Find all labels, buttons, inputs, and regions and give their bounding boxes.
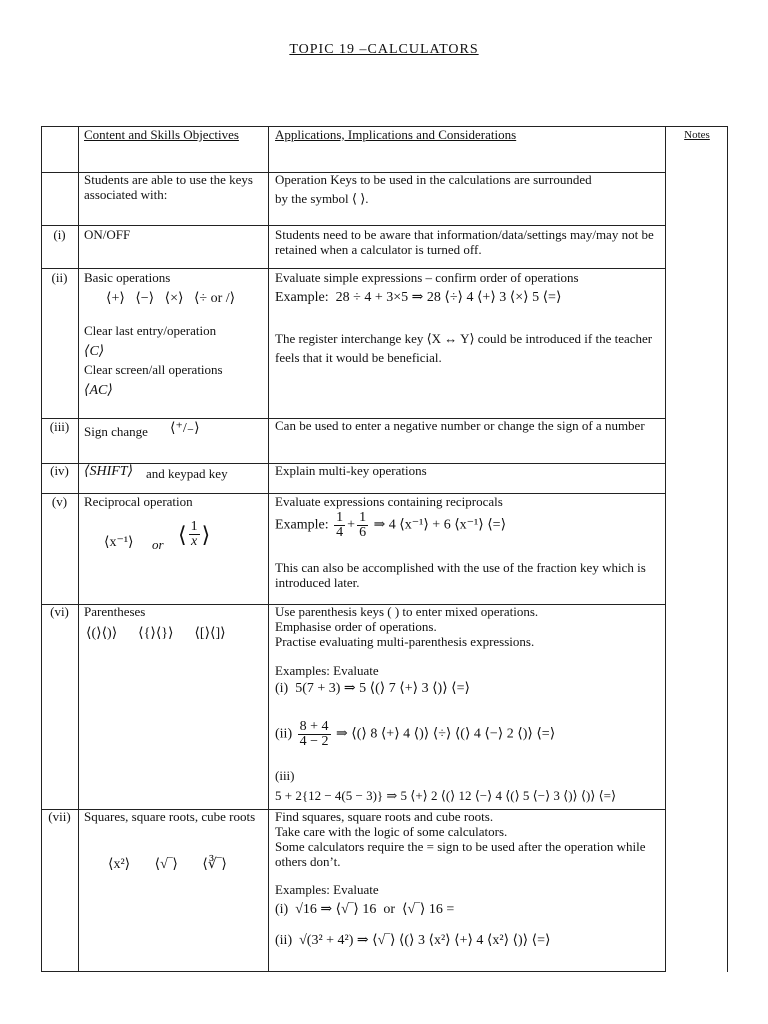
row-vii-app-line2: Take care with the logic of some calculators. (275, 824, 508, 839)
row-iii-content: Sign change (84, 424, 148, 439)
row-vii-example-2: (ii) √(3² + 4²) ⇒ ⟨√‾⟩ ⟨(⟩ 3 ⟨x²⟩ ⟨+⟩ 4 ⟨x²⟩ ⟨)⟩ ⟨=⟩ (275, 933, 551, 948)
row-vi-app-line4: Examples: Evaluate (275, 663, 379, 678)
row-number: (iv) (50, 463, 69, 478)
row-ii-title: Basic operations (84, 270, 171, 285)
row-vii-content: Squares, square roots, cube roots (84, 809, 256, 824)
col-divider-2 (268, 126, 269, 972)
row-number: (i) (53, 227, 66, 242)
row-number: (vi) (50, 604, 69, 619)
row-iii-app: Can be used to enter a negative number or change the sign of a number (275, 418, 645, 433)
reciprocal-key: ⟨x⁻¹⟩ (104, 535, 134, 550)
table-right-border (727, 126, 728, 972)
basic-operation-keys: ⟨+⟩ ⟨−⟩ ⟨×⟩ ⟨÷ or /⟩ (106, 291, 236, 306)
example-keys: ⇒ 4 ⟨x⁻¹⟩ + 6 ⟨x⁻¹⟩ ⟨=⟩ (373, 517, 507, 533)
one-over-x-key: ⟨ $\frac{1}{x}$ ⟩ (178, 519, 211, 549)
row-iv-content: and keypad key (146, 466, 228, 481)
row-number: (iii) (49, 419, 70, 434)
row-vii-example-1: (i) √16 ⇒ ⟨√‾⟩ 16 or ⟨√‾⟩ 16 = (275, 902, 455, 917)
header-applications: Applications, Implications and Considerations (275, 127, 517, 142)
row-i-app: Students need to be aware that information/data/settings may/may not be retained when a calculator is turned off. (275, 227, 654, 257)
intro-content: Students are able to use the keys associated with: (84, 172, 253, 202)
table-left-border (41, 126, 42, 972)
example-label: (ii) (275, 726, 293, 742)
sign-change-key: ⟨⁺/₋⟩ (170, 421, 200, 436)
parenthesis-keys: ⟨(⟩⟨)⟩ ⟨{⟩⟨}⟩ ⟨[⟩⟨]⟩ (86, 626, 226, 641)
row-vi-app-line3: Practise evaluating multi-parenthesis expressions. (275, 634, 535, 649)
table-bottom-border (41, 971, 665, 972)
intro-app-line1: Operation Keys to be used in the calculations are surrounded (275, 172, 592, 187)
header-notes: Notes (684, 129, 710, 141)
intro-app-line2: by the symbol ⟨ ⟩. (275, 191, 369, 206)
row-vi-content: Parentheses (84, 604, 146, 619)
row-vi-example-1: (i) 5(7 + 3) ⇒ 5 ⟨(⟩ 7 ⟨+⟩ 3 ⟨)⟩ ⟨=⟩ (275, 681, 470, 696)
row-vi-example-3: 5 + 2{12 − 4(5 − 3)} ⇒ 5 ⟨+⟩ 2 ⟨(⟩ 12 ⟨−⟩ 4 ⟨(⟩ 5 ⟨−⟩ 3 ⟨)⟩ ⟨)⟩ ⟨=⟩ (275, 788, 617, 803)
row-ii-app-line1: Evaluate simple expressions – confirm order of operations (275, 270, 579, 285)
row-vi-example-3-label: (iii) (275, 768, 295, 783)
row-v-app-line2: This can also be accomplished with the use of the fraction key which is introduced later. (275, 560, 646, 590)
clear-last-label: Clear last entry/operation (84, 323, 217, 338)
row-iv-app: Explain multi-key operations (275, 463, 427, 478)
row-divider (41, 225, 665, 226)
row-vi-app-line2: Emphasise order of operations. (275, 619, 437, 634)
row-number: (ii) (51, 270, 68, 285)
row-vii-app-line4: Examples: Evaluate (275, 882, 379, 897)
or-label: or (152, 537, 164, 552)
row-i-content: ON/OFF (84, 227, 131, 242)
all-clear-key: ⟨AC⟩ (84, 383, 113, 398)
row-ii-example: Example: 28 ÷ 4 + 3×5 ⇒ 28 ⟨÷⟩ 4 ⟨+⟩ 3 ⟨×⟩ 5 ⟨=⟩ (275, 290, 562, 305)
row-divider (41, 268, 665, 269)
example-keys: ⇒ ⟨(⟩ 8 ⟨+⟩ 4 ⟨)⟩ ⟨÷⟩ ⟨(⟩ 4 ⟨−⟩ 2 ⟨)⟩ ⟨=⟩ (336, 726, 556, 742)
row-ii-app-line2: The register interchange key ⟨X ↔ Y⟩ could be introduced if the teacher feels that it would be beneficial. (275, 331, 653, 365)
row-vi-app-line1: Use parenthesis keys ( ) to enter mixed operations. (275, 604, 539, 619)
row-v-example: Example: $\frac{1}{4}$ + $\frac{1}{6}$ ⇒ 4 ⟨x⁻¹⟩ + 6 ⟨x⁻¹⟩ ⟨=⟩ (275, 510, 507, 540)
row-v-app-line1: Evaluate expressions containing reciprocals (275, 494, 503, 509)
row-number: (v) (51, 494, 68, 509)
header-content-skills: Content and Skills Objectives (84, 127, 239, 142)
shift-key: ⟨SHIFT⟩ (84, 464, 134, 479)
page-title: TOPIC 19 –CALCULATORS (289, 42, 479, 57)
col-divider-3 (665, 126, 666, 972)
row-vi-example-2: (ii) $\frac{8 + 4}{4 - 2}$ ⇒ ⟨(⟩ 8 ⟨+⟩ 4 ⟨)⟩ ⟨÷⟩ ⟨(⟩ 4 ⟨−⟩ 2 ⟨)⟩ ⟨=⟩ (275, 719, 556, 749)
row-vii-app-line1: Find squares, square roots and cube roots. (275, 809, 494, 824)
clear-key: ⟨C⟩ (84, 344, 105, 359)
row-v-content: Reciprocal operation (84, 494, 193, 509)
power-root-keys: ⟨x²⟩ ⟨√‾⟩ ⟨∛‾⟩ (108, 857, 227, 872)
row-number: (vii) (48, 809, 71, 824)
example-label: Example: (275, 517, 329, 533)
col-divider-1 (78, 126, 79, 972)
clear-all-label: Clear screen/all operations (84, 362, 223, 377)
row-vii-app-line3: Some calculators require the = sign to be used after the operation while others don’t. (275, 839, 646, 869)
